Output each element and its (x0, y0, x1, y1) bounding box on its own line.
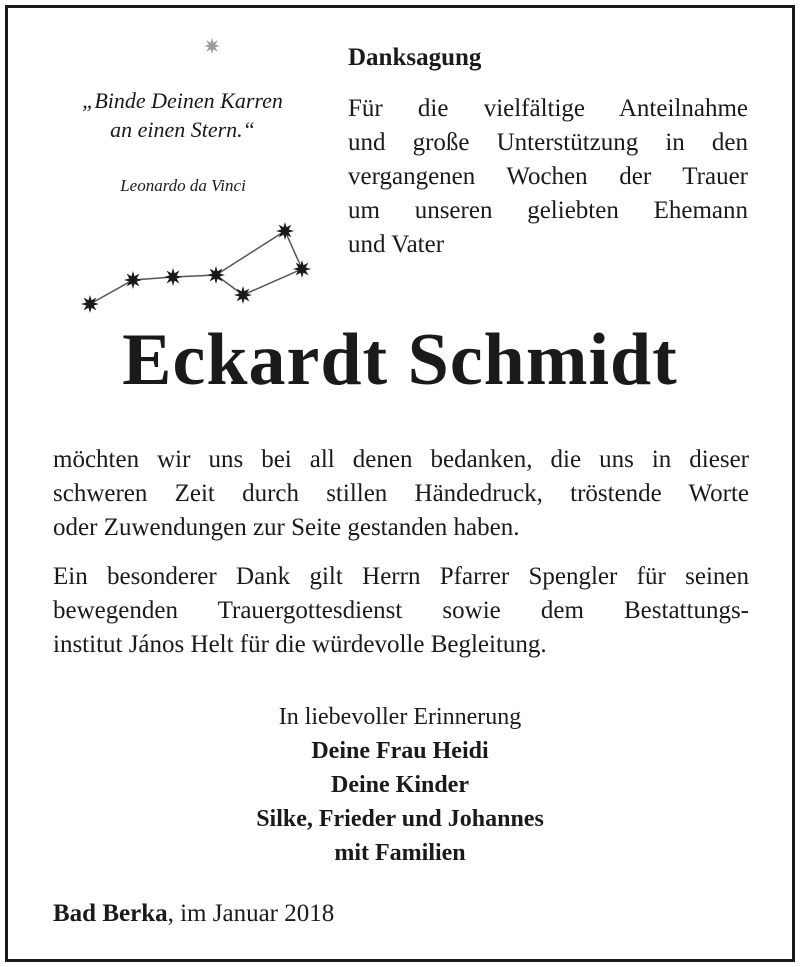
paragraph-line: institut János Helt für die würdevolle Begleitung. (53, 631, 547, 658)
signature-block (0, 700, 800, 870)
signer-line: mit Familien (334, 840, 466, 866)
signer-line: Deine Frau Heidi (311, 738, 489, 764)
quote-line: „Binde Deinen Karren (82, 88, 283, 113)
city: Bad Berka (53, 900, 168, 927)
place-date (53, 900, 334, 928)
thanks-paragraph (53, 443, 749, 545)
star-icon (124, 271, 142, 289)
constellation-lines (90, 231, 302, 304)
intro-line: und große Unterstützung in den (348, 129, 748, 156)
star-icon (293, 260, 311, 278)
date: , im Januar 2018 (167, 900, 335, 927)
star-icon (207, 266, 225, 284)
notice-heading: Danksagung (348, 44, 482, 71)
quote-line: an einen Stern.“ (110, 117, 255, 142)
star-icon (276, 222, 294, 240)
intro-column (348, 44, 748, 262)
closing-intro: In liebevoller Erinnerung (278, 704, 522, 730)
intro-line: und Vater (348, 231, 445, 258)
special-thanks-paragraph (53, 560, 749, 662)
star-icon (204, 38, 220, 54)
star-icon (81, 295, 99, 313)
star-icon (164, 268, 182, 286)
paragraph-line: Ein besonderer Dank gilt Herrn Pfarrer Spengler für seinen (53, 563, 749, 590)
deceased-name: Eckardt Schmidt (122, 319, 678, 401)
intro-line: vergangenen Wochen der Trauer (348, 163, 748, 190)
quote-block (40, 86, 325, 144)
intro-line: Für die vielfältige Anteilnahme (348, 95, 748, 122)
star-icon (234, 286, 252, 304)
paragraph-line: oder Zuwendungen zur Seite gestanden haben. (53, 514, 520, 541)
signer-line: Silke, Frieder und Johannes (256, 806, 544, 832)
intro-text (348, 92, 748, 262)
paragraph-line: bewegenden Trauergottesdienst sowie dem Bestattungs- (53, 597, 749, 624)
intro-line: um unseren geliebten Ehemann (348, 197, 748, 224)
paragraph-line: schweren Zeit durch stillen Händedruck, tröstende Worte (53, 480, 749, 507)
quote-author: Leonardo da Vinci (120, 176, 246, 195)
signer-line: Deine Kinder (331, 772, 469, 798)
paragraph-line: möchten wir uns bei all denen bedanken, die uns in dieser (53, 446, 749, 473)
